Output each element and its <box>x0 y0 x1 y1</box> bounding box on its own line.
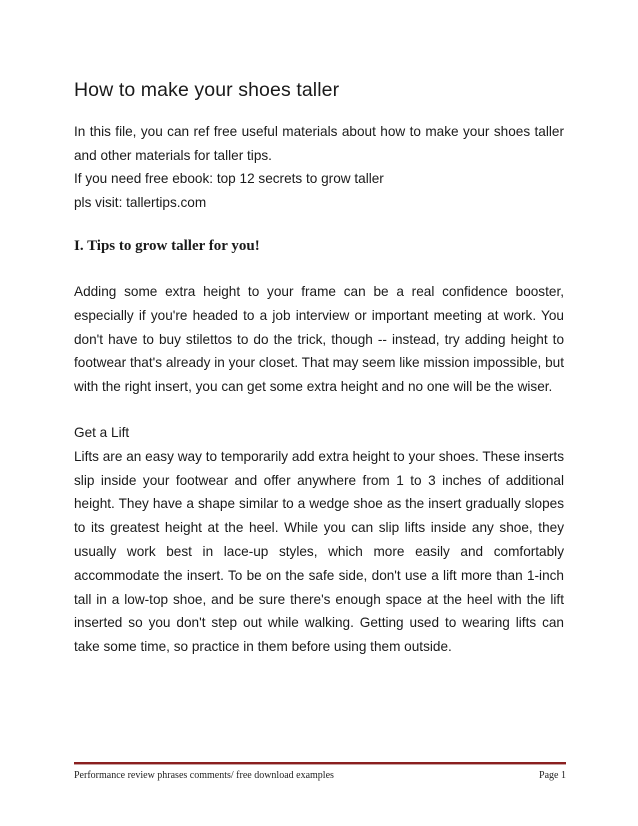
footer-row <box>74 770 566 782</box>
intro-line-3: pls visit: tallertips.com <box>74 194 207 210</box>
subheading-get-a-lift: Get a Lift <box>74 424 130 440</box>
page-number: Page 1 <box>539 770 566 781</box>
paragraph-confidence: Adding some extra height to your frame can be a real confidence booster, especially if you're headed to a job interview or important meeting at work. You don't have to buy stilettos to do the trick, though -- instead, try adding height to footwear that's already in your closet. That may seem like mission impossible, but with the right insert, you can get some extra height and no one will be the wiser. <box>74 284 564 395</box>
page-content <box>74 76 564 659</box>
intro-line-1: In this file, you can ref free useful materials about how to make your shoes taller and other materials for taller tips. <box>74 124 564 163</box>
paragraph-lifts: Lifts are an easy way to temporarily add extra height to your shoes. These inserts slip inside your footwear and offer anywhere from 1 to 3 inches of additional height. They have a shape similar to a wedge shoe as the insert gradually slopes to its greatest height at the heel. While you can slip lifts inside any shoe, they usually work best in lace-up styles, which more easily and comfortably accommodate the insert. To be on the safe side, don't use a lift more than 1-inch tall in a low-top shoe, and be sure there's enough space at the heel with the lift inserted so you don't step out while walking. Getting used to wearing lifts can take some time, so practice in them before using them outside. <box>74 448 564 655</box>
intro-block <box>74 120 564 214</box>
footer-text: Performance review phrases comments/ free download examples <box>74 770 334 781</box>
page-footer <box>74 762 566 782</box>
footer-rule <box>74 762 566 765</box>
document-title: How to make your shoes taller <box>74 79 340 101</box>
intro-line-2: If you need free ebook: top 12 secrets to grow taller <box>74 171 384 186</box>
section-heading: I. Tips to grow taller for you! <box>74 238 260 254</box>
